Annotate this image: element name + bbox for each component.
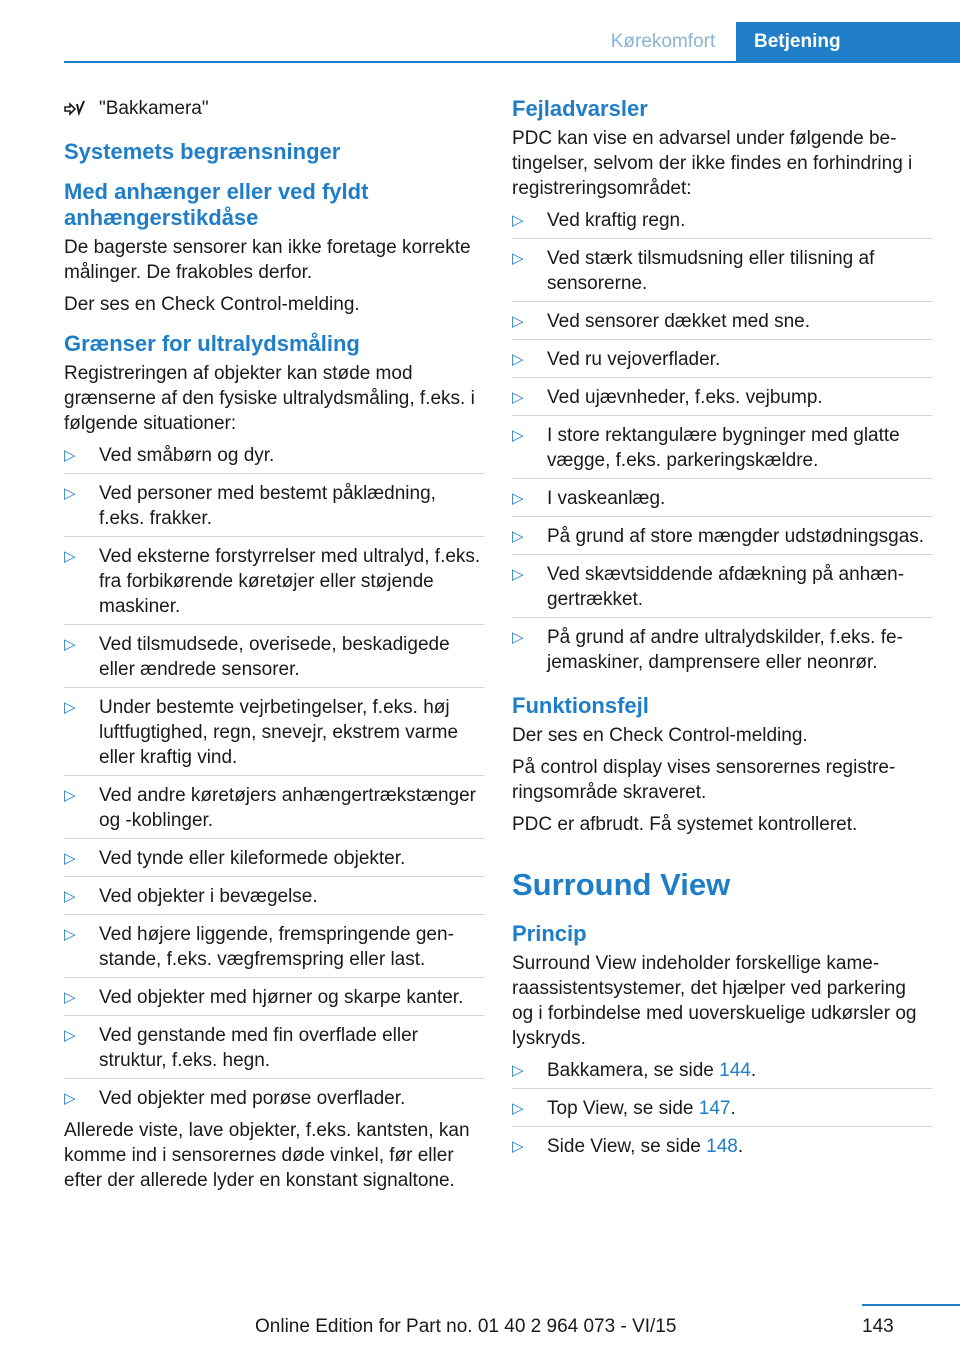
bullet-text: Ved kraftig regn. bbox=[547, 210, 686, 231]
cross-reference-text: Bakkamera, se side bbox=[547, 1060, 720, 1081]
paragraph: Registreringen af objekter kan støde mod grænserne af den fysiske ultralydsmåling, f.eks. i følgende situationer: bbox=[64, 363, 475, 434]
bullet-item bbox=[512, 562, 932, 612]
right-column bbox=[512, 96, 932, 1166]
right-bullet-list bbox=[512, 208, 932, 675]
paragraph: PDC kan vise en advarsel under følgende betingelser, selvom der ikke findes en forhindring i registreringsområdet: bbox=[512, 128, 913, 199]
bullet-item bbox=[512, 246, 932, 296]
reverse-camera-icon bbox=[64, 99, 86, 119]
bullet-item bbox=[512, 347, 932, 372]
bullet-text: På grund af andre ultralydskilder, f.eks. fejemaskiner, damprensere eller neonrør. bbox=[547, 627, 903, 673]
bullet-text: Under bestemte vejrbetingelser, f.eks. høj luftfugtighed, regn, snevejr, ekstrem varme eller kraftig vind. bbox=[99, 697, 459, 768]
tab-betjening[interactable]: Betjening bbox=[736, 22, 960, 61]
bullet-triangle-icon: ▷ bbox=[512, 427, 524, 444]
bullet-text: I vaskeanlæg. bbox=[547, 488, 666, 509]
bullet-triangle-icon: ▷ bbox=[512, 250, 524, 267]
bullet-separator bbox=[512, 339, 932, 340]
bullet-item bbox=[512, 524, 932, 549]
bullet-separator bbox=[512, 478, 932, 479]
bullet-separator bbox=[512, 377, 932, 378]
heading-malfunction: Funktionsfejl bbox=[512, 693, 649, 718]
bullet-item bbox=[64, 695, 484, 770]
cross-reference-end: . bbox=[730, 1098, 736, 1119]
paragraph: PDC er afbrudt. Få systemet kontrolleret. bbox=[512, 814, 858, 835]
bullet-item bbox=[64, 443, 484, 468]
bullet-separator bbox=[512, 238, 932, 239]
footer-rule bbox=[862, 1304, 960, 1306]
bullet-text: På grund af store mængder udstødningsgas. bbox=[547, 526, 925, 547]
bullet-text: Ved genstande med fin overflade eller struktur, f.eks. hegn. bbox=[99, 1025, 418, 1071]
bullet-separator bbox=[64, 1015, 484, 1016]
bullet-triangle-icon: ▷ bbox=[64, 1027, 76, 1044]
bullet-separator bbox=[64, 838, 484, 839]
cross-reference-list bbox=[512, 1058, 932, 1159]
bullet-item bbox=[64, 846, 484, 871]
bullet-triangle-icon: ▷ bbox=[64, 787, 76, 804]
bullet-separator bbox=[64, 775, 484, 776]
bullet-triangle-icon: ▷ bbox=[64, 699, 76, 716]
bullet-item bbox=[64, 1086, 484, 1111]
bullet-triangle-icon: ▷ bbox=[64, 989, 76, 1006]
edition-footer: Online Edition for Part no. 01 40 2 964 073 - VI/15 bbox=[255, 1316, 677, 1337]
bullet-item bbox=[64, 632, 484, 682]
left-column bbox=[64, 96, 484, 1200]
bullet-triangle-icon: ▷ bbox=[64, 926, 76, 943]
bullet-item bbox=[512, 486, 932, 511]
bullet-text: Ved småbørn og dyr. bbox=[99, 445, 275, 466]
paragraph: Allerede viste, lave objekter, f.eks. kantsten, kan komme ind i sensorernes døde vinkel, før eller efter der allerede lyder en konstant signaltone. bbox=[64, 1120, 470, 1191]
bullet-triangle-icon: ▷ bbox=[512, 1062, 524, 1079]
bullet-triangle-icon: ▷ bbox=[512, 212, 524, 229]
bullet-triangle-icon: ▷ bbox=[512, 629, 524, 646]
bullet-separator bbox=[64, 536, 484, 537]
bullet-text: Ved tynde eller kileformede objekter. bbox=[99, 848, 406, 869]
paragraph: Surround View indeholder forskellige kameraassistentsystemer, det hjælper ved parkering og i forbindelse med uoverskuelige udkørsler og lyskryds. bbox=[512, 953, 917, 1049]
cross-reference-item bbox=[512, 1058, 932, 1083]
bullet-separator bbox=[64, 914, 484, 915]
bullet-item bbox=[64, 783, 484, 833]
cross-reference-item bbox=[512, 1134, 932, 1159]
bullet-triangle-icon: ▷ bbox=[512, 528, 524, 545]
bullet-item bbox=[64, 544, 484, 619]
bullet-text: Ved ujævnheder, f.eks. vejbump. bbox=[547, 387, 823, 408]
heading-principle: Princip bbox=[512, 921, 587, 946]
bullet-triangle-icon: ▷ bbox=[512, 313, 524, 330]
bullet-item bbox=[64, 1023, 484, 1073]
bullet-separator bbox=[512, 1088, 932, 1089]
bullet-separator bbox=[512, 1126, 932, 1127]
bullet-separator bbox=[512, 301, 932, 302]
bullet-triangle-icon: ▷ bbox=[512, 1100, 524, 1117]
page-number: 143 bbox=[862, 1316, 894, 1337]
bullet-triangle-icon: ▷ bbox=[64, 548, 76, 565]
heading-surround-view: Surround View bbox=[512, 867, 731, 902]
bullet-item bbox=[512, 385, 932, 410]
bullet-triangle-icon: ▷ bbox=[64, 888, 76, 905]
bullet-text: Ved eksterne forstyrrelser med ultralyd, f.eks. fra forbikørende køretøjer eller støjende maskiner. bbox=[99, 546, 481, 617]
bullet-text: Ved andre køretøjers anhængertrækstænger og -koblinger. bbox=[99, 785, 477, 831]
bullet-item bbox=[64, 985, 484, 1010]
bullet-triangle-icon: ▷ bbox=[64, 485, 76, 502]
bullet-item bbox=[64, 922, 484, 972]
bullet-triangle-icon: ▷ bbox=[512, 490, 524, 507]
page-link[interactable]: 144 bbox=[719, 1060, 751, 1081]
paragraph: De bagerste sensorer kan ikke foretage korrekte målinger. De frakobles derfor. bbox=[64, 237, 471, 283]
bullet-separator bbox=[64, 624, 484, 625]
bullet-text: Ved stærk tilsmudsning eller tilisning af sensorerne. bbox=[547, 248, 875, 294]
bullet-text: Ved tilsmudsede, overisede, beskadigede eller ændrede sensorer. bbox=[99, 634, 450, 680]
cross-reference-text: Top View, se side bbox=[547, 1098, 699, 1119]
header-rule bbox=[64, 61, 960, 63]
bullet-triangle-icon: ▷ bbox=[512, 1138, 524, 1155]
heading-false-warnings: Fejladvarsler bbox=[512, 96, 648, 121]
bullet-separator bbox=[64, 977, 484, 978]
bullet-triangle-icon: ▷ bbox=[512, 351, 524, 368]
bullet-text: Ved sensorer dækket med sne. bbox=[547, 311, 810, 332]
heading-ultrasound-limits: Grænser for ultralydsmåling bbox=[64, 331, 360, 356]
bullet-separator bbox=[512, 415, 932, 416]
bullet-text: Ved objekter i bevægelse. bbox=[99, 886, 318, 907]
bullet-item bbox=[512, 625, 932, 675]
left-bullet-list bbox=[64, 443, 484, 1111]
tab-korekomfort[interactable]: Kørekomfort bbox=[610, 31, 716, 52]
bullet-text: Ved personer med bestemt påklædning, f.eks. frakker. bbox=[99, 483, 436, 529]
paragraph: Der ses en Check Control-melding. bbox=[512, 725, 808, 746]
bullet-triangle-icon: ▷ bbox=[64, 1090, 76, 1107]
bullet-triangle-icon: ▷ bbox=[512, 566, 524, 583]
bullet-triangle-icon: ▷ bbox=[64, 447, 76, 464]
camera-label-row bbox=[64, 96, 484, 121]
bullet-triangle-icon: ▷ bbox=[512, 389, 524, 406]
bullet-text: Ved højere liggende, fremspringende genstande, f.eks. vægfremspring eller last. bbox=[99, 924, 454, 970]
page-link[interactable]: 147 bbox=[698, 1098, 731, 1119]
bullet-item bbox=[512, 423, 932, 473]
bullet-separator bbox=[64, 876, 484, 877]
bullet-item bbox=[512, 309, 932, 334]
bullet-triangle-icon: ▷ bbox=[64, 636, 76, 653]
cross-reference-item bbox=[512, 1096, 932, 1121]
bullet-item bbox=[64, 884, 484, 909]
camera-label: "Bakkamera" bbox=[99, 98, 209, 119]
bullet-text: Ved objekter med porøse overflader. bbox=[99, 1088, 406, 1109]
bullet-text: Ved objekter med hjørner og skarpe kanter. bbox=[99, 987, 464, 1008]
bullet-text: Ved skævtsiddende afdækning på anhængertrækket. bbox=[547, 564, 905, 610]
cross-reference-end: . bbox=[750, 1060, 757, 1081]
bullet-text: Ved ru vejoverflader. bbox=[547, 349, 721, 370]
bullet-text: I store rektangulære bygninger med glatte vægge, f.eks. parkeringskældre. bbox=[547, 425, 900, 471]
bullet-separator bbox=[512, 554, 932, 555]
bullet-separator bbox=[64, 473, 484, 474]
heading-system-limits: Systemets begrænsninger bbox=[64, 139, 341, 164]
bullet-item bbox=[512, 208, 932, 233]
bullet-triangle-icon: ▷ bbox=[64, 850, 76, 867]
bullet-separator bbox=[64, 687, 484, 688]
paragraph: Der ses en Check Control-melding. bbox=[64, 294, 360, 315]
cross-reference-text: Side View, se side bbox=[547, 1136, 707, 1157]
bullet-separator bbox=[512, 516, 932, 517]
page-link[interactable]: 148 bbox=[706, 1136, 738, 1157]
bullet-separator bbox=[512, 617, 932, 618]
bullet-separator bbox=[64, 1078, 484, 1079]
cross-reference-end: . bbox=[737, 1136, 744, 1157]
bullet-item bbox=[64, 481, 484, 531]
heading-trailer: Med anhænger eller ved fyldt anhængerstikdåse bbox=[64, 179, 369, 230]
paragraph: På control display vises sensorernes registreringsområde skraveret. bbox=[512, 757, 896, 803]
